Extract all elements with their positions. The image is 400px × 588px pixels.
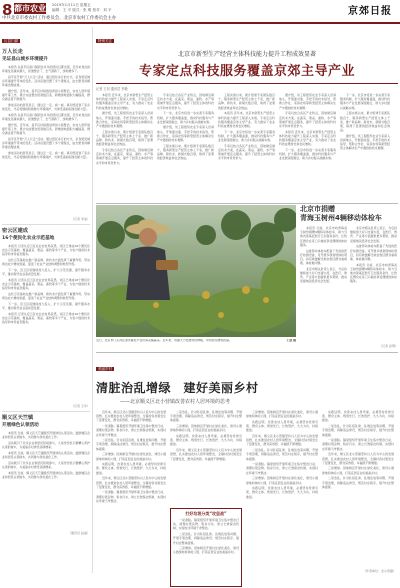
paragraph: 二是治乱。针对私搭乱建、乱堆乱放等问题，开展专项治理，拆除违法建设，规范村庄秩序，提升村庄整体面貌。 — [246, 448, 318, 461]
paragraph: 三是增绿。因地制宜开展村庄绿化美化，建设小微绿地和休闲公园，打造宜居宜业的美丽乡村。 — [173, 546, 239, 555]
paragraph: 下一步，北京市将进一步完善专家服务机制，扩大服务覆盖面，推动科技服务与产业发展深度融合，助力乡村振兴战略实施。 — [279, 147, 336, 161]
issue-date: 2019年1月11日 星期五 — [52, 3, 91, 7]
article-title-line2: 青海玉树州4辆移动体检车 — [300, 214, 382, 222]
paragraph: 下一步，北京市将进一步完善专家服务机制，扩大服务覆盖面，推动科技服务与产业发展深度融合，助力乡村振兴战略实施。 — [218, 129, 275, 143]
byline: （记者 王华） — [71, 404, 90, 408]
feature-title: 专家定点科技服务覆盖京郊主导产业 — [138, 64, 355, 79]
divider — [2, 411, 90, 412]
paragraph: 这些示范基地在推广新品种、新技术方面发挥了重要作用，带动周边农户增收致富，促进了农业产业结构调整和转型升级。 — [2, 292, 90, 301]
masthead-info — [52, 3, 172, 12]
article-title-line1: 万人长走 — [2, 49, 23, 55]
bottom-col — [322, 410, 394, 580]
bottom-col — [246, 410, 318, 588]
byline: （记者 孙明） — [379, 344, 398, 348]
paragraph: 一是清脏。镇里组织开展环境卫生集中整治行动，清理垃圾杂物、积存污水，建立长效保洁机制，实现村庄环境干净整洁。 — [96, 490, 166, 503]
paragraph: 据介绍，该工程组织农业专家深入田间地头，开展面对面、手把手的技术指导，帮助合作社、家庭农场等新型经营主体解决生产中遇到的技术难题。 — [96, 111, 153, 128]
bottom-tag: 美丽乡村 — [98, 367, 112, 371]
paragraph: 北京市相关负责人表示，今后将继续加大对口支援力度，在医疗、教育、产业等方面提供更多帮助，推动受援地区经济社会发展。 — [300, 266, 347, 284]
paragraph: 工程实施以来，累计组建专家团队数百个，服务新型生产经营主体上千家，推广新品种、新技术、新模式数百项，取得了显著的经济效益和社会效益。 — [157, 143, 214, 161]
feature-col — [157, 93, 214, 211]
paragraph: 专家们结合各区产业特点，因地制宜制定技术方案，在蔬菜、果品、畜牧、水产等领域开展定点服务，提升了经营主体的科技水平和市场竞争力。 — [157, 93, 214, 110]
paragraph: 活动吸引了众多企业和居民积极参与，大家纷纷表示要精心养护认领的树木，为美丽乡村建设添绿增彩。 — [2, 440, 90, 450]
paragraph: 专家们结合各区产业特点，因地制宜制定技术方案，在蔬菜、果品、畜牧、水产等领域开展定点服务，提升了经营主体的科技水平和市场竞争力。 — [279, 111, 336, 128]
article-body — [2, 65, 90, 217]
article-col — [300, 226, 347, 344]
paragraph: 本报讯 日前，顺义区天竺镇组织开展绿色认领活动，鼓励辖区企业和居民认领树木，共同参与绿化美化工作。 — [2, 450, 90, 460]
article-col — [350, 226, 397, 344]
feature-rule — [96, 83, 398, 84]
paragraph: 参加活动的居民表示，通过走一走、看一看，真切感受到了家乡的变化，今后将继续积极参与环境保护，为建设美丽家园贡献力量。 — [2, 103, 90, 112]
masthead-slogan: 中共北京市委农村工作委员会、北京市农村工作委员会主办 — [2, 16, 117, 21]
bottom-col-with-box — [170, 410, 242, 588]
paragraph: 二是治乱。针对私搭乱建、乱堆乱放等问题，开展专项治理，拆除违法建设，规范村庄秩序，提升村庄整体面貌。 — [96, 438, 166, 451]
paragraph: 三是增绿。因地制宜开展村庄绿化美化，建设小微绿地和休闲公园，打造宜居宜业的美丽乡村。 — [246, 410, 318, 419]
section-label: 都市农业 — [14, 4, 46, 13]
bottom-title: 清脏治乱增绿 建好美丽乡村 — [96, 381, 259, 395]
paragraph: 下一步，密云区将继续加大投入，扩大示范范围，提升服务水平，推动现代农业高质量发展。 — [2, 301, 90, 311]
article-columns — [300, 226, 398, 344]
paragraph: 三是增绿。因地制宜开展村庄绿化美化，建设小微绿地和休闲公园，打造宜居宜业的美丽乡村。 — [96, 452, 166, 461]
paragraph: 专家们结合各区产业特点，因地制宜制定技术方案，在蔬菜、果品、畜牧、水产等领域开展定点服务，提升了经营主体的科技水平和市场竞争力。 — [218, 143, 275, 161]
bottom-subtitle: ——北京顺义区北小营镇改善农村人居环境的思考 — [120, 399, 231, 405]
paragraph: 本报讯 近年来，北京市新型生产经营主体科技能力提升工程深入实施，专家定点科技服务覆盖京郊主导产业，有力推动了农业科技成果转化和农民增收。 — [279, 129, 336, 147]
divider — [2, 224, 90, 225]
paragraph: 本报讯 日前，顺义区天竺镇组织开展绿色认领活动，鼓励辖区企业和居民认领树木，共同参与绿化美化工作。 — [2, 431, 90, 440]
paragraph: 三是增绿。因地制宜开展村庄绿化美化，建设小微绿地和休闲公园，打造宜居宜业的美丽乡村。 — [322, 466, 394, 475]
caption-text: 近日，北京市门头沟区清水镇农户在田间采摘蔬菜。近年来，该镇大力发展特色种植，带动农民增收致富。 — [96, 339, 232, 342]
paragraph: 据介绍，该工程组织农业专家深入田间地头，开展面对面、手把手的技术指导，帮助合作社、家庭农场等新型经营主体解决生产中遇到的技术难题。 — [340, 133, 390, 151]
paragraph: 这些示范基地在推广新品种、新技术方面发挥了重要作用，带动周边农户增收致富，促进了农业产业结构调整和转型升级。 — [2, 258, 90, 267]
paragraph: 工程实施以来，累计组建专家团队数百个，服务新型生产经营主体上千家，推广新品种、新技术、新模式数百项，取得了显著的经济效益和社会效益。 — [340, 111, 390, 133]
paragraph: 本报讯 近年来，北京市新型生产经营主体科技能力提升工程深入实施，专家定点科技服务覆盖京郊主导产业，有力推动了农业科技成果转化和农民增收。 — [96, 93, 153, 110]
paragraph: 本报讯 记者从密云区农业农村局获悉，该区已建成16个便民化农业示范基地，覆盖蔬菜、果品、畜牧等多个产业，为农户提供技术指导和市场信息服务。 — [2, 277, 90, 291]
paragraph: 下一步，北京市将进一步完善专家服务机制，扩大服务覆盖面，推动科技服务与产业发展深度融合，助力乡村振兴战略实施。 — [340, 93, 390, 110]
article-title-line2: 开展绿色认领活动 — [2, 423, 39, 428]
byline: （作者单位：北小营镇） — [362, 569, 396, 573]
feature-tag: 特别关注 — [98, 39, 112, 43]
paragraph: 二是治乱。针对私搭乱建、乱堆乱放等问题，开展专项治理，拆除违法建设，规范村庄秩序，提升村庄整体面貌。 — [173, 532, 239, 545]
paragraph: 近年来，顺义区北小营镇坚持以人民为中心的发展思想，扎实推进农村人居环境整治，全镇村容村貌发生了显著变化，群众获得感、幸福感不断增强。 — [96, 476, 166, 489]
box-body — [173, 518, 239, 584]
bottom-col — [170, 410, 242, 505]
feature-col — [96, 93, 153, 211]
bottom-columns — [96, 410, 398, 588]
feature-columns — [96, 93, 398, 211]
feature-col — [218, 93, 275, 211]
paragraph: 昌平区开展“万人长走”活动，通过居民步行的方式，亲身感受城乡环境提升带来的变化。活动沿途设置了多个观察点，由志愿者讲解环境治理成效。 — [2, 137, 90, 150]
article-title-line2: 16个便民化农业示范基地 — [2, 236, 55, 241]
paragraph: 活动吸引了众多企业和居民积极参与，大家纷纷表示要精心养护认领的树木，为美丽乡村建设添绿增彩。 — [2, 460, 90, 469]
paragraph: 近年来，顺义区北小营镇坚持以人民为中心的发展思想，扎实推进农村人居环境整治，全镇村容村貌发生了显著变化，群众获得感、幸福感不断增强。 — [246, 434, 318, 447]
paragraph: 本报讯 日前，北京市向青海省玉树州捐赠4辆移动体检车，助力当地改善基层医疗卫生服务条件，让牧区群众在家门口就能享受便捷的体检服务。 — [350, 262, 397, 284]
feature-col — [279, 93, 336, 211]
paragraph: 实践证明，改善农村人居环境，必须坚持党建引领、群众主体、规划先行、长效管护，久久为功，持续推进。 — [170, 434, 242, 447]
left-column — [2, 27, 90, 573]
editor-line: 编辑：王 平 版式：张 明 校对：刘 平 — [52, 7, 112, 12]
paragraph: 一是清脏。镇里组织开展环境卫生集中整治行动，清理垃圾杂物、积存污水，建立长效保洁机制，实现村庄环境干净整洁。 — [96, 424, 166, 437]
box-title: 打好垃圾分类“攻坚战” — [185, 511, 227, 516]
paragraph: 实践证明，改善农村人居环境，必须坚持党建引领、群众主体、规划先行、长效管护，久久为功，持续推进。 — [322, 410, 394, 423]
paragraph: 据介绍，该工程组织农业专家深入田间地头，开展面对面、手把手的技术指导，帮助合作社、家庭农场等新型经营主体解决生产中遇到的技术难题。 — [279, 93, 336, 110]
article-shunyi — [2, 415, 90, 535]
article-title-line1: 顺义区天竺镇 — [2, 415, 34, 421]
paragraph: 这批移动体检车配备了先进的医疗检测设备，可开展多项常规体检项目，将有效缓解当地农牧区群众看病难、体检难问题。 — [300, 248, 347, 266]
feature-article — [96, 27, 398, 203]
paragraph: 据介绍，近年来，昌平区持续推进背街小巷整治、农村人居环境提升等工作，累计完成整治街巷数百条，新增绿地面积大幅提高，群众满意度不断提升。 — [2, 89, 90, 102]
paragraph: 这批移动体检车配备了先进的医疗检测设备，可开展多项常规体检项目，将有效缓解当地农牧区群众看病难、体检难问题。 — [350, 244, 397, 261]
article-changping — [2, 49, 90, 221]
paragraph: 据介绍，该工程组织农业专家深入田间地头，开展面对面、手把手的技术指导，帮助合作社、家庭农场等新型经营主体解决生产中遇到的技术难题。 — [157, 125, 214, 143]
paragraph: 专家们结合各区产业特点，因地制宜制定技术方案，在蔬菜、果品、畜牧、水产等领域开展定点服务，提升了经营主体的科技水平和市场竞争力。 — [96, 147, 153, 165]
paragraph: 据介绍，近年来，昌平区持续推进背街小巷整治、农村人居环境提升等工作，累计完成整治街巷数百条，新增绿地面积大幅提高，群众满意度不断提升。 — [2, 122, 90, 136]
paragraph: 一是清脏。镇里组织开展环境卫生集中整治行动，清理垃圾杂物、积存污水，建立长效保洁机制，实现村庄环境干净整洁。 — [322, 438, 394, 451]
paragraph: 工程实施以来，累计组建专家团队数百个，服务新型生产经营主体上千家，推广新品种、新技术、新模式数百项，取得了显著的经济效益和社会效益。 — [96, 129, 153, 147]
paragraph: 近年来，顺义区北小营镇坚持以人民为中心的发展思想，扎实推进农村人居环境整治，全镇村容村貌发生了显著变化，群众获得感、幸福感不断增强。 — [170, 448, 242, 461]
paragraph: 实践证明，改善农村人居环境，必须坚持党建引领、群众主体、规划先行、长效管护，久久为功，持续推进。 — [246, 419, 318, 433]
photo-caption — [96, 339, 296, 347]
paragraph: 参加活动的居民表示，通过走一走、看一看，真切感受到了家乡的变化，今后将继续积极参与环境保护，为建设美丽家园贡献力量。 — [2, 151, 90, 160]
column-divider — [92, 27, 93, 573]
article-miyun — [2, 228, 90, 408]
paragraph: 二是治乱。针对私搭乱建、乱堆乱放等问题，开展专项治理，拆除违法建设，规范村庄秩序，提升村庄整体面貌。 — [322, 476, 394, 489]
paragraph: 近年来，顺义区北小营镇坚持以人民为中心的发展思想，扎实推进农村人居环境整治，全镇村容村貌发生了显著变化，群众获得感、幸福感不断增强。 — [96, 410, 166, 423]
article-beixiaoying — [96, 355, 398, 573]
paragraph: 本报讯 记者从密云区农业农村局获悉，该区已建成16个便民化农业示范基地，覆盖蔬菜、果品、畜牧等多个产业，为农户提供技术指导和市场信息服务。 — [2, 311, 90, 325]
bottom-col — [96, 410, 166, 588]
article-body — [2, 431, 90, 531]
paragraph: 二是治乱。针对私搭乱建、乱堆乱放等问题，开展专项治理，拆除违法建设，规范村庄秩序，提升村庄整体面貌。 — [170, 410, 242, 423]
paragraph: 近年来，顺义区北小营镇坚持以人民为中心的发展思想，扎实推进农村人居环境整治，全镇村容村貌发生了显著变化，群众获得感、幸福感不断增强。 — [322, 452, 394, 465]
paragraph: 三是增绿。因地制宜开展村庄绿化美化，建设小微绿地和休闲公园，打造宜居宜业的美丽乡村。 — [170, 424, 242, 433]
paragraph: 实践证明，改善农村人居环境，必须坚持党建引领、群众主体、规划先行、长效管护，久久为功，持续推进。 — [96, 462, 166, 475]
paragraph: 本报讯 日前，顺义区天竺镇组织开展绿色认领活动，鼓励辖区企业和居民认领树木，共同参与绿化美化工作。 — [2, 470, 90, 479]
article-title-line1: 北京市捐赠 — [300, 205, 335, 213]
masthead-rule — [0, 22, 400, 24]
byline: （通讯员 赵丽） — [68, 531, 90, 535]
farmer-photo — [96, 205, 296, 337]
feature-col — [340, 93, 390, 211]
paragraph: 北京市相关负责人表示，今后将继续加大对口支援力度，在医疗、教育、产业等方面提供更多帮助，推动受援地区经济社会发展。 — [350, 226, 397, 243]
divider — [96, 203, 398, 204]
article-title-line1: 密云区建成 — [2, 228, 28, 234]
paragraph: 本报讯 日前，北京市向青海省玉树州捐赠4辆移动体检车，助力当地改善基层医疗卫生服务条件，让牧区群众在家门口就能享受便捷的体检服务。 — [300, 226, 347, 247]
article-body — [2, 244, 90, 404]
paragraph: 昌平区开展“万人长走”活动，通过居民步行的方式，亲身感受城乡环境提升带来的变化。活动沿途设置了多个观察点，由志愿者讲解环境治理成效。 — [2, 74, 90, 88]
paragraph: 三是增绿。因地制宜开展村庄绿化美化，建设小微绿地和休闲公园，打造宜居宜业的美丽乡村。 — [246, 476, 318, 485]
divider — [96, 352, 398, 353]
article-qinghai — [300, 205, 398, 350]
page-number: 8 — [2, 1, 13, 19]
paragraph: 二是治乱。针对私搭乱建、乱堆乱放等问题，开展专项治理，拆除违法建设，规范村庄秩序，提升村庄整体面貌。 — [322, 424, 394, 437]
paragraph: 一是清脏。镇里组织开展环境卫生集中整治行动，清理垃圾杂物、积存污水，建立长效保洁机制，实现村庄环境干净整洁。 — [173, 518, 239, 531]
photo-image — [96, 205, 296, 337]
paragraph: 本报讯 记者从密云区农业农村局获悉，该区已建成16个便民化农业示范基地，覆盖蔬菜、果品、畜牧等多个产业，为农户提供技术指导和市场信息服务。 — [2, 244, 90, 257]
paragraph: 下一步，密云区将继续加大投入，扩大示范范围，提升服务水平，推动现代农业高质量发展。 — [2, 268, 90, 277]
photo-credit: 王建 摄 — [286, 339, 296, 342]
sidebar-box — [170, 508, 242, 587]
feature-byline: 记者 王钊 通讯员 李艳 — [96, 87, 128, 91]
feature-subtitle: 北京市新型生产经营主体科技能力提升工程成效显著 — [177, 51, 316, 58]
article-title-line2: 见证昌山城乡环境提升 — [2, 57, 48, 62]
paragraph: 工程实施以来，累计组建专家团队数百个，服务新型生产经营主体上千家，推广新品种、新技术、新模式数百项，取得了显著的经济效益和社会效益。 — [218, 93, 275, 110]
paragraph: 本报讯 近年来，北京市新型生产经营主体科技能力提升工程深入实施，专家定点科技服务覆盖京郊主导产业，有力推动了农业科技成果转化和农民增收。 — [218, 111, 275, 128]
paragraph: 实践证明，改善农村人居环境，必须坚持党建引领、群众主体、规划先行、长效管护，久久为功，持续推进。 — [246, 486, 318, 499]
paragraph: 下一步，北京市将进一步完善专家服务机制，扩大服务覆盖面，推动科技服务与产业发展深度融合，助力乡村振兴战略实施。 — [157, 111, 214, 124]
byline: （记者 李成） — [71, 217, 90, 221]
paragraph: 本报讯 在昌平区南口镇居住多年的居民们都发现，近年来身边的环境变化越来越大，街道整洁了，空气清新了，绿地增多了。 — [2, 113, 90, 122]
paragraph: 一是清脏。镇里组织开展环境卫生集中整治行动，清理垃圾杂物、积存污水，建立长效保洁机制，实现村庄环境干净整洁。 — [246, 462, 318, 475]
paper-logo: 京郊日报 — [348, 6, 392, 17]
column-tag: 区县扫描 — [4, 39, 18, 43]
paragraph: 本报讯 在昌平区南口镇居住多年的居民们都发现，近年来身边的环境变化越来越大，街道整洁了，空气清新了，绿地增多了。 — [2, 65, 90, 74]
